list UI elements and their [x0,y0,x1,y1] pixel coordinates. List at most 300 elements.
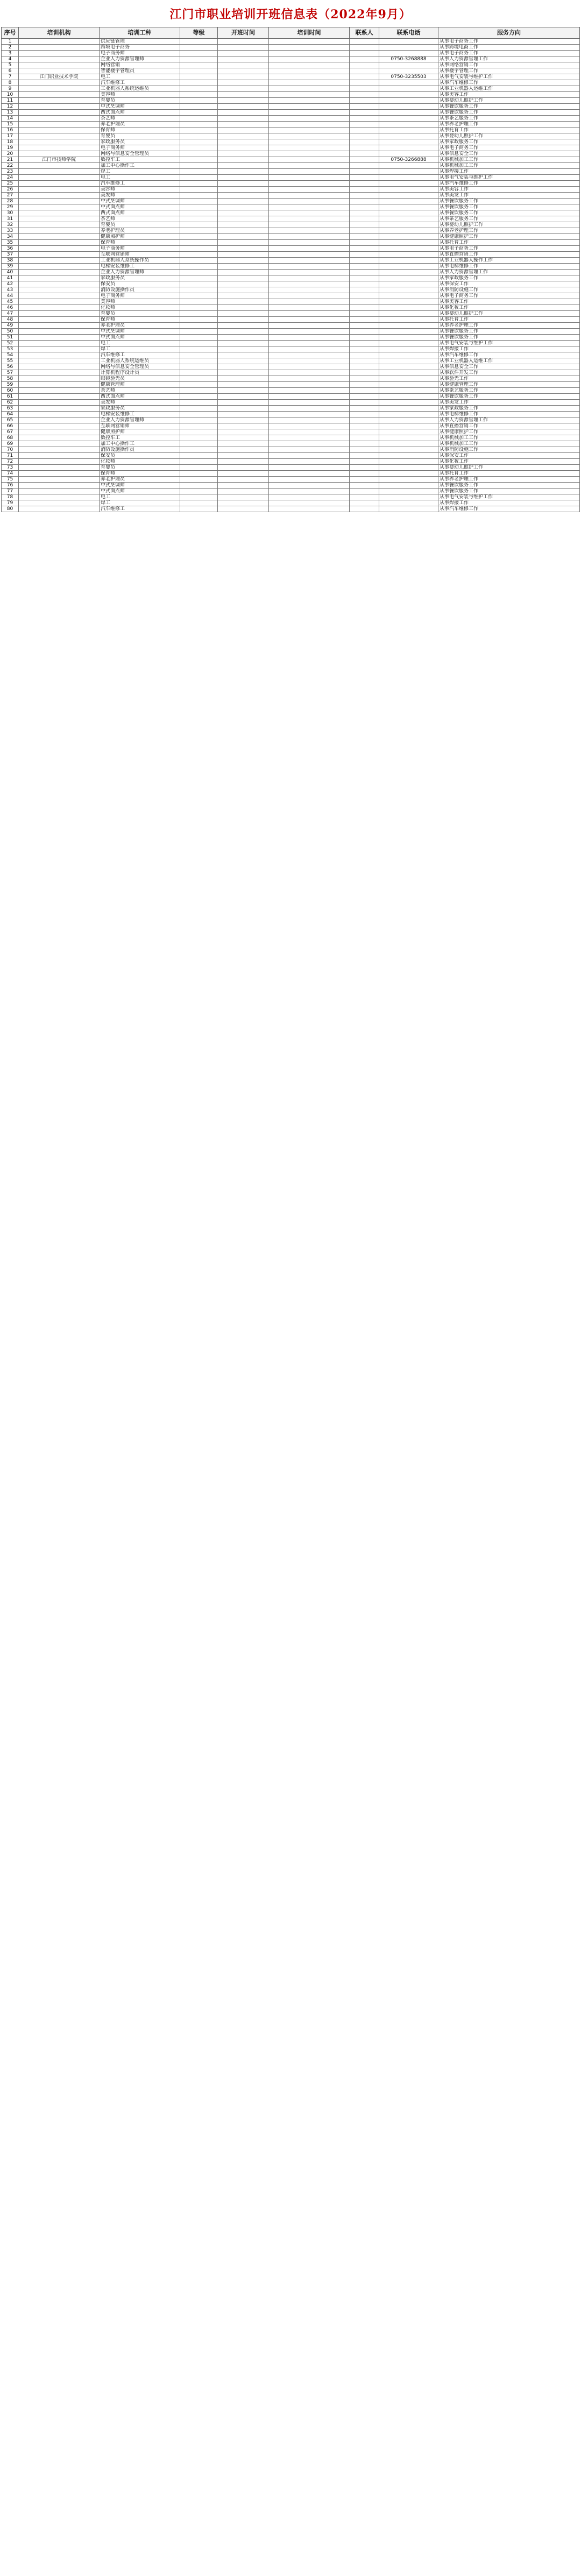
table-cell [180,39,218,45]
table-cell: 22 [2,163,19,169]
table-cell [379,193,438,199]
table-cell: 从事汽车维修工作 [438,506,580,512]
table-cell [379,341,438,346]
document-title: 江门市职业培训开班信息表（2022年9月） [169,8,412,22]
table-cell [218,56,269,62]
table-cell [218,382,269,388]
table-cell [350,222,379,228]
table-cell: 30 [2,210,19,216]
table-row [2,163,580,169]
table-cell: 54 [2,352,19,358]
table-cell: 从事餐饮服务工作 [438,199,580,204]
table-row [2,281,580,287]
table-cell [218,400,269,406]
table-cell [350,346,379,352]
table-cell [218,181,269,187]
table-cell [218,157,269,163]
table-cell [269,122,350,128]
table-cell [180,394,218,400]
table-cell [269,400,350,406]
table-cell: 1 [2,39,19,45]
table-cell: 中式面点师 [100,489,180,494]
table-cell [19,441,100,447]
table-cell [350,216,379,222]
table-cell: 从事焊接工作 [438,500,580,506]
table-cell: 保安员 [100,453,180,459]
table-cell [19,234,100,240]
table-cell [180,364,218,370]
table-cell: 43 [2,287,19,293]
table-cell [19,270,100,275]
table-cell [180,187,218,193]
table-cell: 电子商务师 [100,246,180,252]
table-cell: 茶艺师 [100,216,180,222]
table-cell: 消防设施操作员 [100,287,180,293]
table-cell [180,264,218,270]
table-cell [379,104,438,110]
table-cell [269,210,350,216]
table-cell: 5 [2,62,19,68]
table-cell [180,86,218,92]
table-row [2,264,580,270]
table-cell: 17 [2,133,19,139]
table-cell [269,329,350,335]
table-cell [379,169,438,175]
table-cell [379,175,438,181]
table-cell: 61 [2,394,19,400]
table-cell [180,412,218,417]
table-cell [19,193,100,199]
table-cell [269,483,350,489]
table-cell [350,151,379,157]
table-cell [19,364,100,370]
table-cell [379,293,438,299]
table-cell: 从事电子商务工作 [438,246,580,252]
table-row [2,128,580,133]
table-cell [350,246,379,252]
table-cell: 36 [2,246,19,252]
table-cell [379,317,438,323]
table-cell [19,222,100,228]
table-cell: 47 [2,311,19,317]
table-row [2,145,580,151]
table-row [2,459,580,465]
table-cell: 从事美容工作 [438,92,580,98]
table-cell: 从事健康管理工作 [438,382,580,388]
table-row [2,86,580,92]
table-cell [269,471,350,477]
table-cell [19,423,100,429]
table-cell: 健康照护师 [100,429,180,435]
table-cell [218,341,269,346]
table-cell [218,234,269,240]
table-cell: 35 [2,240,19,246]
table-cell [218,335,269,341]
table-cell: 从事汽车维修工作 [438,80,580,86]
table-cell: 55 [2,358,19,364]
table-cell [350,494,379,500]
table-cell: 29 [2,204,19,210]
table-cell: 7 [2,74,19,80]
table-cell [350,382,379,388]
table-cell [269,139,350,145]
table-cell [180,45,218,51]
table-cell [269,506,350,512]
table-cell: 互联网营销师 [100,423,180,429]
table-row [2,258,580,264]
table-cell [379,370,438,376]
table-cell [350,305,379,311]
table-cell [269,204,350,210]
table-cell: 41 [2,275,19,281]
table-cell: 中式烹调师 [100,104,180,110]
table-cell [19,258,100,264]
table-row [2,341,580,346]
table-row [2,453,580,459]
table-cell [379,210,438,216]
table-cell: 57 [2,370,19,376]
table-cell [218,80,269,86]
table-cell: 电工 [100,494,180,500]
table-cell: 从事婴幼儿照护工作 [438,465,580,471]
table-cell: 从事电气安装与维护工作 [438,74,580,80]
table-cell [269,287,350,293]
table-cell: 育婴员 [100,98,180,104]
table-cell: 60 [2,388,19,394]
table-cell: 从事餐饮服务工作 [438,394,580,400]
table-cell [19,305,100,311]
table-cell [19,341,100,346]
table-cell [180,417,218,423]
table-cell [350,471,379,477]
table-cell: 从事美容工作 [438,187,580,193]
table-cell [180,441,218,447]
table-cell [379,181,438,187]
table-cell: 从事茶艺服务工作 [438,116,580,122]
table-row [2,110,580,116]
table-cell [350,175,379,181]
table-cell: 汽车维修工 [100,181,180,187]
table-cell [19,453,100,459]
table-cell [180,388,218,394]
table-cell: 从事电子商务工作 [438,145,580,151]
header-cell: 联系电话 [379,27,438,39]
table-cell: 8 [2,80,19,86]
table-cell: 电梯安装维修工 [100,264,180,270]
table-row [2,335,580,341]
table-cell: 45 [2,299,19,305]
table-cell [218,45,269,51]
table-cell [379,382,438,388]
table-cell [180,74,218,80]
table-cell [379,335,438,341]
table-cell [19,459,100,465]
table-cell [180,157,218,163]
table-cell [379,423,438,429]
table-cell: 从事餐饮服务工作 [438,204,580,210]
table-cell [180,51,218,56]
table-cell [218,252,269,258]
table-cell: 从事婴幼儿照护工作 [438,222,580,228]
table-cell [269,500,350,506]
table-cell [218,133,269,139]
table-cell: 茶艺师 [100,388,180,394]
table-cell: 从事婴幼儿照护工作 [438,133,580,139]
table-row [2,323,580,329]
table-cell: 14 [2,116,19,122]
table-cell [269,317,350,323]
table-cell [180,429,218,435]
table-cell [19,406,100,412]
table-cell [180,341,218,346]
table-cell: 68 [2,435,19,441]
header-cell: 培训时间 [269,27,350,39]
table-cell: 16 [2,128,19,133]
table-cell [269,193,350,199]
table-cell [19,68,100,74]
table-cell [19,92,100,98]
table-cell: 15 [2,122,19,128]
table-cell [350,489,379,494]
table-cell: 从事电气安装与维护工作 [438,494,580,500]
table-cell: 育婴员 [100,311,180,317]
table-cell [218,358,269,364]
table-cell [269,175,350,181]
table-cell [218,447,269,453]
table-cell: 76 [2,483,19,489]
table-cell: 从事健康照护工作 [438,234,580,240]
table-cell: 加工中心操作工 [100,163,180,169]
table-cell [180,169,218,175]
table-cell [269,216,350,222]
table-cell [269,104,350,110]
table-cell [180,210,218,216]
header-cell: 联系人 [350,27,379,39]
table-cell: 美容师 [100,92,180,98]
table-cell [180,145,218,151]
table-cell [269,293,350,299]
table-row [2,210,580,216]
header-cell: 等级 [180,27,218,39]
table-cell: 从事保安工作 [438,453,580,459]
table-cell [350,163,379,169]
table-cell [218,506,269,512]
table-cell [180,311,218,317]
table-cell [350,128,379,133]
table-cell [379,246,438,252]
table-cell: 养老护理员 [100,228,180,234]
table-cell [218,199,269,204]
table-cell: 69 [2,441,19,447]
table-cell [218,483,269,489]
table-cell [180,193,218,199]
table-cell [269,489,350,494]
table-cell [19,382,100,388]
table-cell [19,281,100,287]
header-cell: 培训工种 [100,27,180,39]
table-cell: 从事机械加工工作 [438,441,580,447]
table-cell [218,92,269,98]
table-cell [269,270,350,275]
table-cell [379,465,438,471]
header-cell: 序号 [2,27,19,39]
table-cell: 电梯安装维修工 [100,412,180,417]
table-cell [180,483,218,489]
table-cell [180,317,218,323]
table-cell [269,441,350,447]
table-cell: 中式烹调师 [100,483,180,489]
table-cell [269,80,350,86]
table-row [2,400,580,406]
table-row [2,305,580,311]
table-cell [218,216,269,222]
table-cell [350,86,379,92]
table-cell: 保育师 [100,471,180,477]
table-cell: 从事养老护理工作 [438,323,580,329]
table-cell: 从事直播营销工作 [438,423,580,429]
table-cell: 消防设施操作员 [100,447,180,453]
table-cell [180,305,218,311]
table-cell [218,329,269,335]
table-cell [379,204,438,210]
table-cell [218,169,269,175]
table-cell [218,453,269,459]
table-cell [19,477,100,483]
table-cell [379,323,438,329]
table-cell [19,417,100,423]
table-row [2,56,580,62]
table-cell: 电子商务师 [100,293,180,299]
table-cell [19,317,100,323]
table-cell [269,370,350,376]
table-cell [19,435,100,441]
table-cell [269,346,350,352]
table-row [2,352,580,358]
table-row [2,412,580,417]
table-cell [350,187,379,193]
table-cell [180,133,218,139]
table-cell [379,216,438,222]
table-cell: 2 [2,45,19,51]
table-row [2,275,580,281]
table-cell [269,376,350,382]
table-cell [218,246,269,252]
table-cell: 从事消防设施工作 [438,287,580,293]
table-row [2,417,580,423]
table-cell [379,435,438,441]
table-cell [269,199,350,204]
table-cell: 健康照护师 [100,234,180,240]
table-row [2,329,580,335]
table-row [2,187,580,193]
table-cell [180,506,218,512]
table-cell [218,500,269,506]
table-cell [19,128,100,133]
table-cell: 加工中心操作工 [100,441,180,447]
table-cell [218,406,269,412]
table-cell: 从事化妆工作 [438,459,580,465]
table-cell [218,139,269,145]
table-cell [379,80,438,86]
table-cell: 育婴员 [100,133,180,139]
table-cell [379,222,438,228]
table-cell [350,335,379,341]
table-cell [269,494,350,500]
table-cell [180,204,218,210]
table-cell: 从事焊接工作 [438,169,580,175]
table-cell [180,281,218,287]
table-cell [350,412,379,417]
table-cell [218,494,269,500]
table-cell [269,86,350,92]
table-cell: 美发师 [100,400,180,406]
table-row [2,447,580,453]
table-cell: 从事电子商务工作 [438,39,580,45]
table-row [2,299,580,305]
table-cell: 78 [2,494,19,500]
table-cell: 从事直播营销工作 [438,252,580,258]
table-cell [269,157,350,163]
table-cell [269,151,350,157]
table-cell: 18 [2,139,19,145]
table-cell: 从事化妆工作 [438,305,580,311]
table-cell [180,382,218,388]
table-cell: 25 [2,181,19,187]
table-cell [19,489,100,494]
table-cell [19,210,100,216]
table-cell: 从事电子商务工作 [438,293,580,299]
table-cell [379,145,438,151]
table-row [2,122,580,128]
table-row [2,477,580,483]
table-cell [19,204,100,210]
table-cell [269,39,350,45]
table-cell: 从事消防设施工作 [438,447,580,453]
table-cell [350,323,379,329]
table-cell [218,240,269,246]
table-cell: 电子商务师 [100,51,180,56]
table-cell: 23 [2,169,19,175]
table-cell [218,489,269,494]
table-cell [180,346,218,352]
table-cell: 从事信息安全工作 [438,151,580,157]
table-cell: 从事养老护理工作 [438,122,580,128]
table-cell: 网络与信息安全管理员 [100,151,180,157]
table-cell [180,62,218,68]
table-cell: 11 [2,98,19,104]
table-cell [180,329,218,335]
table-row [2,228,580,234]
table-cell [19,252,100,258]
table-cell [19,358,100,364]
table-cell: 汽车维修工 [100,80,180,86]
table-row [2,222,580,228]
table-cell [218,352,269,358]
table-cell: 58 [2,376,19,382]
table-cell [180,116,218,122]
table-cell [379,471,438,477]
table-cell [218,116,269,122]
table-row [2,423,580,429]
table-cell: 从事家政服务工作 [438,139,580,145]
table-row [2,157,580,163]
table-cell [379,122,438,128]
table-cell [19,169,100,175]
table-cell [379,275,438,281]
table-cell [218,204,269,210]
table-cell: 从事电子商务工作 [438,51,580,56]
table-cell [350,80,379,86]
